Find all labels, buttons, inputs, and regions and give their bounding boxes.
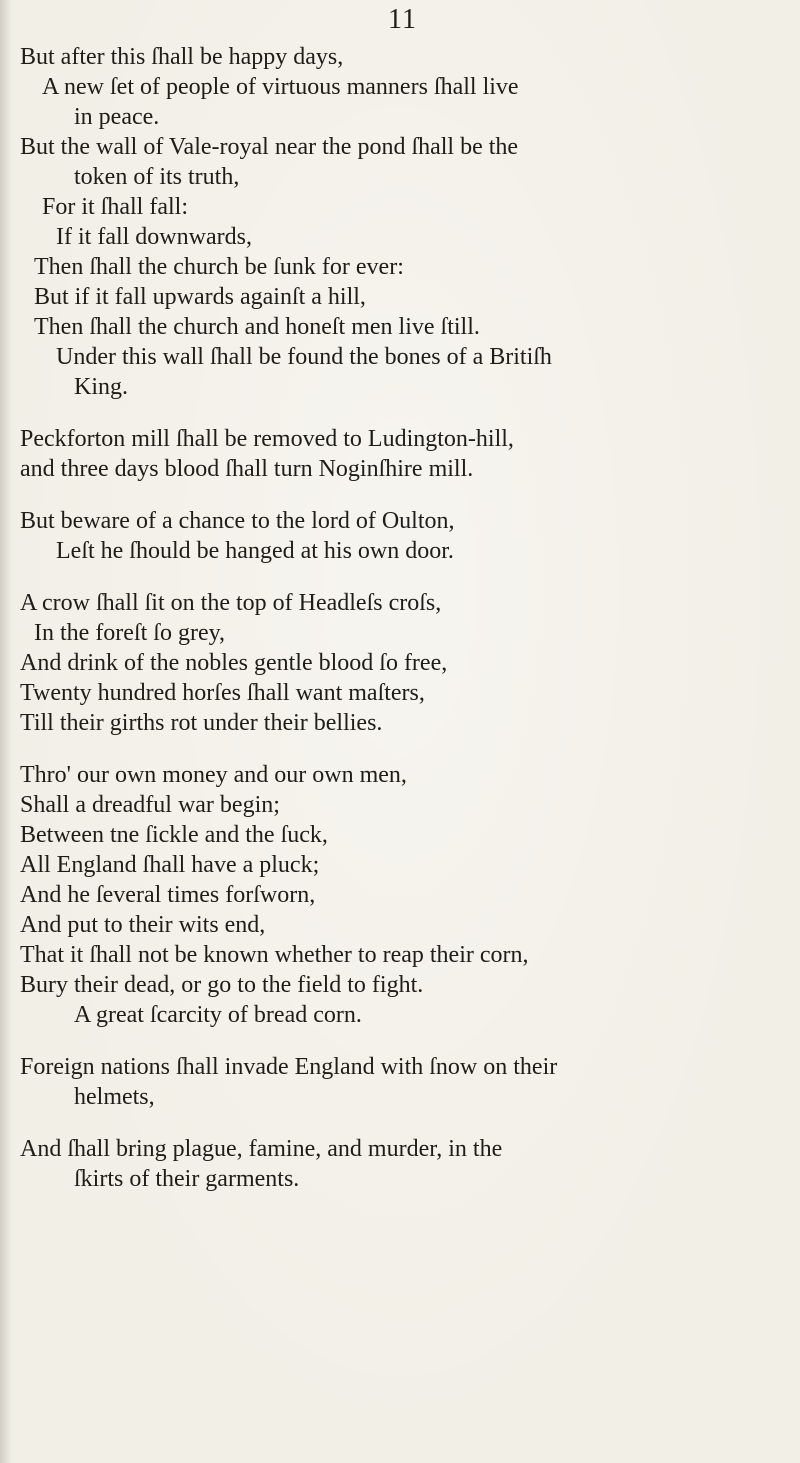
text-line: A new ſet of people of virtuous manners ſhall live [42, 74, 519, 100]
text-line: Between tne ſickle and the ſuck, [20, 822, 328, 848]
stanza [20, 42, 790, 402]
page-gutter-shadow [0, 0, 12, 1463]
text-line: helmets, [74, 1084, 155, 1110]
text-line: But if it fall upwards againſt a hill, [34, 284, 366, 310]
prophecy-text [20, 42, 790, 1216]
text-line: Foreign nations ſhall invade England with ſnow on their [20, 1054, 558, 1080]
text-line: Twenty hundred horſes ſhall want maſters, [20, 680, 425, 706]
text-line: Thro' our own money and our own men, [20, 762, 407, 788]
stanza [20, 588, 790, 738]
stanza [20, 1134, 790, 1194]
text-line: Shall a dreadful war begin; [20, 792, 280, 818]
text-line: All England ſhall have a pluck; [20, 852, 320, 878]
stanza [20, 1052, 790, 1112]
text-line: And ſhall bring plague, famine, and murder, in the [20, 1136, 503, 1162]
text-line: Leſt he ſhould be hanged at his own door. [56, 538, 454, 564]
text-line: Then ſhall the church and honeſt men live ſtill. [34, 314, 480, 340]
text-line: A great ſcarcity of bread corn. [74, 1002, 362, 1028]
text-line: ſkirts of their garments. [74, 1166, 300, 1192]
stanza [20, 424, 790, 484]
text-line: For it ſhall fall: [42, 194, 188, 220]
text-line: But the wall of Vale-royal near the pond ſhall be the [20, 134, 519, 160]
text-line: And drink of the nobles gentle blood ſo free, [20, 650, 448, 676]
text-line: That it ſhall not be known whether to reap their corn, [20, 942, 529, 968]
text-line: Peckforton mill ſhall be removed to Ludington-hill, [20, 426, 514, 452]
text-line: If it fall downwards, [56, 224, 252, 250]
stanza [20, 506, 790, 566]
text-line: And he ſeveral times forſworn, [20, 882, 316, 908]
text-line: In the foreſt ſo grey, [34, 620, 226, 646]
stanza [20, 760, 790, 1030]
text-line: Bury their dead, or go to the field to fight. [20, 972, 424, 998]
text-line: Till their girths rot under their bellies. [20, 710, 383, 736]
text-line: and three days blood ſhall turn Noginſhire mill. [20, 456, 474, 482]
text-line: Then ſhall the church be ſunk for ever: [34, 254, 404, 280]
text-line: And put to their wits end, [20, 912, 266, 938]
page-number: 11 [388, 4, 417, 35]
text-line: Under this wall ſhall be found the bones of a Britiſh [56, 344, 552, 370]
text-line: King. [74, 374, 128, 400]
text-line: token of its truth, [74, 164, 240, 190]
text-line: But after this ſhall be happy days, [20, 44, 344, 70]
text-line: But beware of a chance to the lord of Oulton, [20, 508, 455, 534]
text-line: in peace. [74, 104, 160, 130]
text-line: A crow ſhall ſit on the top of Headleſs croſs, [20, 590, 442, 616]
